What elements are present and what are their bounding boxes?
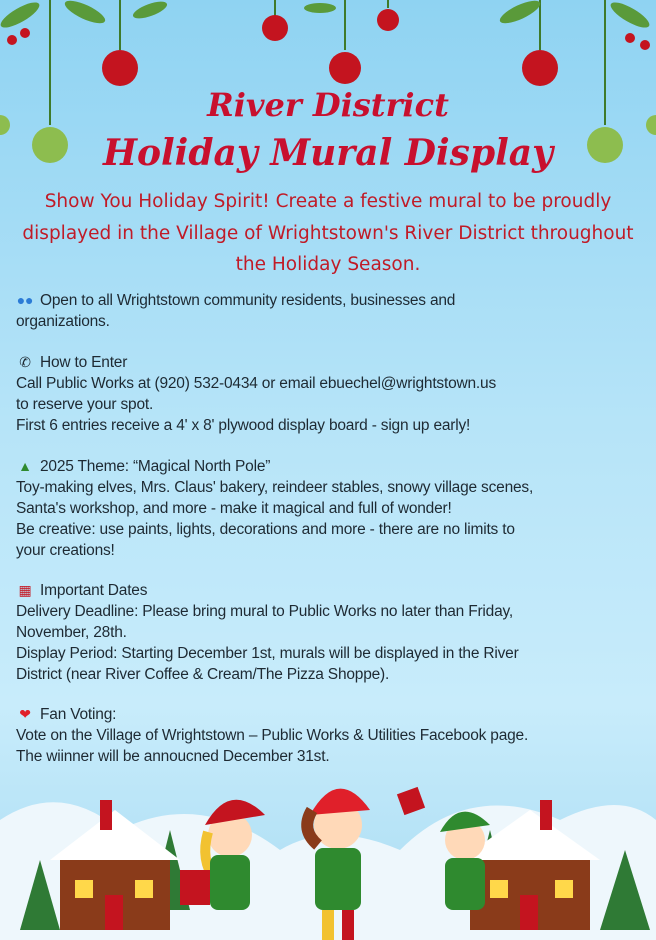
voting-line: The wiinner will be annoucned December 31st. <box>16 748 330 765</box>
calendar-icon: ▦ <box>18 582 32 598</box>
voting-heading <box>16 706 116 724</box>
enter-line: First 6 entries receive a 4' x 8' plywood display board - sign up early! <box>16 417 471 434</box>
phone-icon: ✆ <box>19 354 31 370</box>
title-line-2: Holiday Mural Display <box>102 132 554 174</box>
voting-heading-text: Fan Voting: <box>40 706 117 723</box>
dates-line: November, 28th. <box>16 624 127 641</box>
open-line <box>16 292 455 310</box>
winter-village-illustration <box>0 760 656 940</box>
subtitle-line: Show You Holiday Spirit! Create a festive mural to be proudly <box>44 191 612 212</box>
theme-line: Toy-making elves, Mrs. Claus' bakery, reindeer stables, snowy village scenes, <box>16 479 534 496</box>
enter-line: to reserve your spot. <box>16 396 154 413</box>
theme-line: Be creative: use paints, lights, decorations and more - there are no limits to <box>16 521 515 538</box>
theme-line: Santa's workshop, and more - make it magical and full of wonder! <box>16 500 452 517</box>
theme-line: your creations! <box>16 542 115 559</box>
theme-heading-text: 2025 Theme: “Magical North Pole” <box>40 458 271 475</box>
dates-line: Display Period: Starting December 1st, murals will be displayed in the River <box>16 645 519 662</box>
title-line-1: River District <box>207 86 449 124</box>
people-icon: ●● <box>16 292 34 308</box>
theme-heading <box>16 458 270 476</box>
heart-icon: ❤ <box>19 706 31 722</box>
open-text: Open to all Wrightstown community residents, businesses and <box>40 292 456 309</box>
dates-heading <box>16 582 147 600</box>
subtitle-line: displayed in the Village of Wrightstown's River District throughout <box>22 223 634 244</box>
voting-line: Vote on the Village of Wrightstown – Public Works & Utilities Facebook page. <box>16 727 529 744</box>
open-line: organizations. <box>16 313 110 330</box>
dates-heading-text: Important Dates <box>40 582 148 599</box>
dates-line: District (near River Coffee & Cream/The Pizza Shoppe). <box>16 666 390 683</box>
tree-icon: ▲ <box>18 458 32 474</box>
enter-heading-text: How to Enter <box>40 354 128 371</box>
enter-line: Call Public Works at (920) 532-0434 or email ebuechel@wrightstown.us <box>16 375 497 392</box>
subtitle-line: the Holiday Season. <box>235 254 421 275</box>
enter-heading <box>16 354 127 372</box>
dates-line: Delivery Deadline: Please bring mural to Public Works no later than Friday, <box>16 603 514 620</box>
